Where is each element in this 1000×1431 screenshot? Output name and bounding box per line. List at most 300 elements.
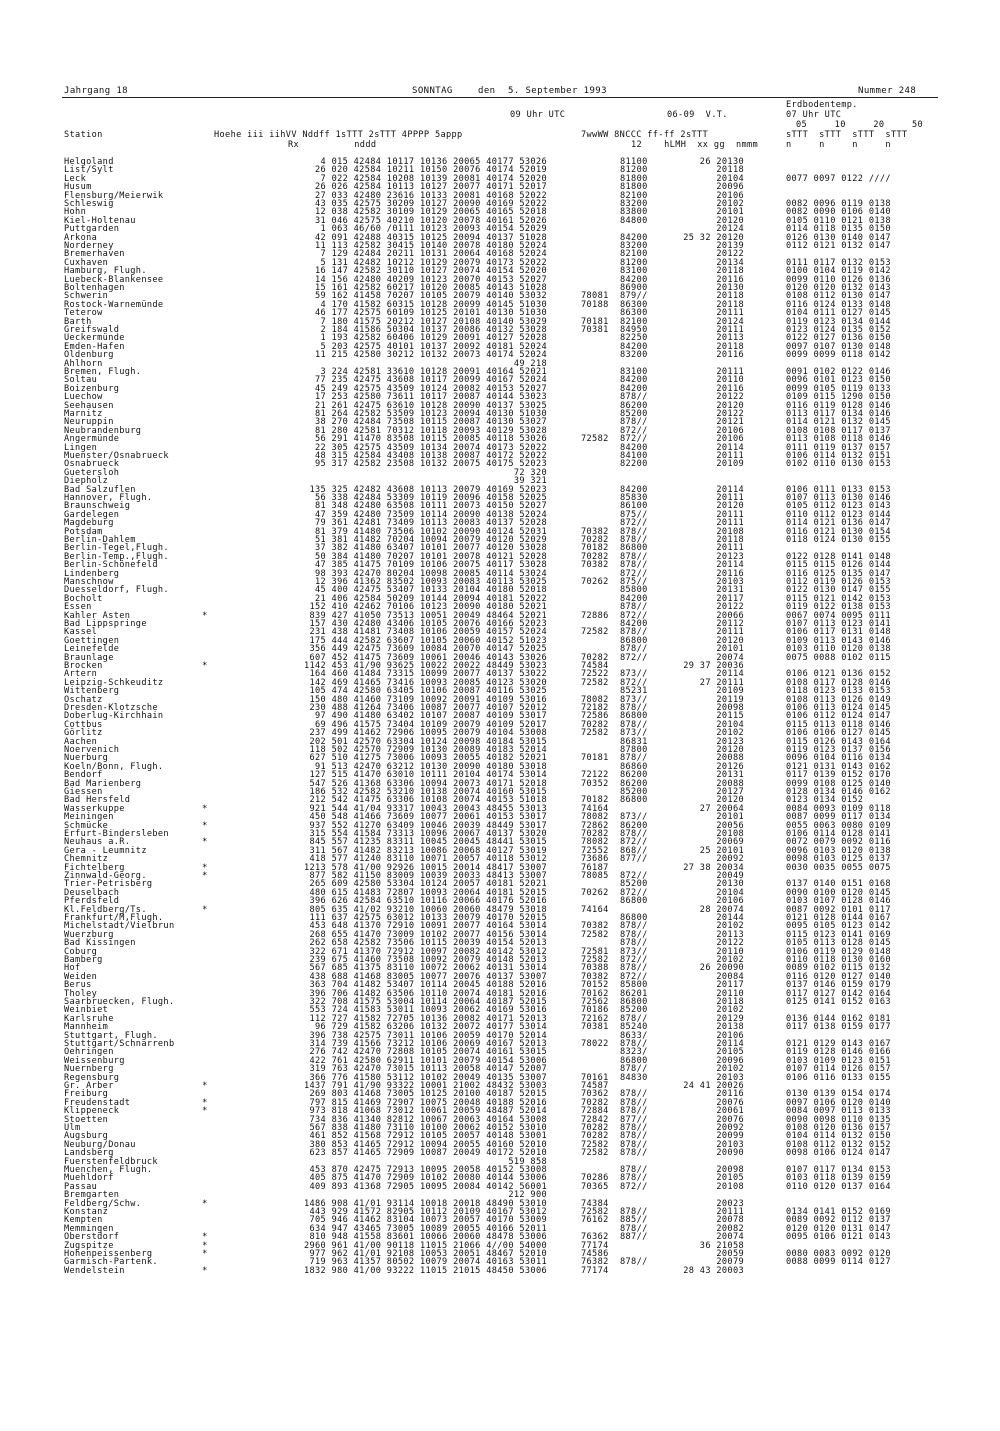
- precip-group: 20101: [716, 644, 744, 655]
- cloud-group: 872//: [620, 652, 648, 663]
- soil-temps: 0115 0115 0126 0144: [786, 560, 891, 571]
- synop-groups: 1213 578 41/00 92926 10015 20014 48417 53007: [303, 862, 547, 873]
- synop-groups: 453 648 41370 72910 10091 20077 40164 53014: [309, 921, 547, 932]
- soil-temps: 0115 0113 0118 0146: [786, 719, 891, 730]
- station-name: Leinefelde: [64, 644, 120, 655]
- soil-temps: 0099 0099 0118 0142: [786, 350, 891, 361]
- precip-group: 20114: [716, 669, 744, 680]
- cloud-group: 84200: [620, 375, 648, 386]
- cloud-group: 878//: [620, 644, 648, 655]
- station-name: Berlin-Dahlem: [64, 535, 136, 545]
- weather-group: 72582: [581, 1148, 609, 1159]
- station-name: Flensburg/Meierwik: [64, 190, 164, 201]
- precip-group: 20120: [716, 215, 744, 226]
- station-name: Oehringen: [64, 1047, 114, 1058]
- soil-temps: 0119 0123 0134 0144: [786, 316, 891, 327]
- cloud-group: 81100: [620, 157, 648, 167]
- station-name: Bad Marienberg: [64, 778, 142, 789]
- soil-temp-title: Erdbodentemp.: [786, 100, 858, 110]
- mountain-marker: *: [202, 871, 208, 881]
- synop-groups: 237 499 41462 72906 10095 20079 40104 53008: [309, 728, 547, 739]
- station-name: Bremgarten: [64, 1190, 120, 1201]
- station-name: Guetersloh: [64, 467, 120, 478]
- cloud-group: 83100: [620, 367, 648, 377]
- station-name: Fuerstenfeldbruck: [64, 1156, 158, 1167]
- soil-temps: 0137 0146 0159 0179: [786, 980, 891, 991]
- station-name: Muehldorf: [64, 1173, 114, 1184]
- synop-groups: 11 113 42582 30415 10140 20078 40180 52024: [314, 241, 547, 251]
- precip-group: 20079: [716, 1257, 744, 1268]
- synop-groups: 1142 453 41/90 93625 10022 20022 48449 53023: [303, 661, 547, 671]
- cloud-group: 873//: [620, 728, 648, 739]
- cloud-group: 84200: [620, 593, 648, 604]
- soil-temps: 0120 0120 0132 0143: [786, 283, 891, 293]
- weather-group: 70282: [581, 1097, 609, 1108]
- station-name: Oldenburg: [64, 350, 114, 361]
- soil-temps: 0115 0126 0143 0164: [786, 736, 891, 747]
- weather-group: 74384: [581, 1198, 609, 1209]
- cloud-group: 878//: [620, 1039, 648, 1049]
- cloud-group: 86800: [620, 913, 648, 923]
- synop-groups: 977 962 41/01 92108 10053 20051 48467 52010: [309, 1249, 547, 1259]
- synop-groups: 705 946 41462 83104 10073 20057 40170 53009: [309, 1215, 547, 1226]
- weather-group: 70282: [581, 1131, 609, 1142]
- cloud-group: 872//: [620, 871, 648, 881]
- weather-group: 70282: [581, 652, 609, 663]
- cloud-group: 878//: [620, 1173, 648, 1184]
- precip-group: 20130: [716, 879, 744, 890]
- soil-temps: 0106 0119 0129 0148: [786, 946, 891, 957]
- synop-groups: 27 033 42480 23616 10133 20081 40168 52022: [314, 190, 547, 201]
- precip-group: 20127: [716, 787, 744, 797]
- station-name: Wittenberg: [64, 686, 120, 697]
- synop-groups: 607 452 41475 73609 10061 20046 40143 53026: [309, 652, 547, 663]
- cloud-group: 878//: [620, 1165, 648, 1175]
- cloud-group: 86800: [620, 711, 648, 722]
- precip-group: 20131: [716, 770, 744, 781]
- soil-temps: 0110 0112 0123 0144: [786, 509, 891, 520]
- precip-group: 25 32 20120: [683, 232, 744, 243]
- weather-group: 70286: [581, 1173, 609, 1184]
- synop-groups: 212 542 41475 63306 10108 20074 40153 51018: [309, 795, 547, 806]
- weather-group: 78082: [581, 837, 609, 848]
- soil-temps: 0136 0144 0162 0181: [786, 1013, 891, 1024]
- soil-temps: 0108 0112 0132 0152: [786, 1139, 891, 1150]
- precip-group: 20130: [716, 283, 744, 293]
- precip-group: 20114: [716, 442, 744, 453]
- cloud-group: 85800: [620, 585, 648, 596]
- soil-temps: 0116 0121 0130 0154: [786, 526, 891, 537]
- weather-group: 70188: [581, 299, 609, 310]
- station-name: Oberstdorf: [64, 1232, 120, 1243]
- date-label: 5. September 1993: [508, 86, 607, 96]
- station-name: Oschatz: [64, 694, 103, 705]
- station-name: Wasserkuppe: [64, 803, 125, 814]
- precip-group: 20049: [716, 871, 744, 881]
- station-name: Artern: [64, 669, 98, 680]
- cloud-group: 86800: [620, 997, 648, 1007]
- weather-group: 70382: [581, 560, 609, 571]
- soil-temps: 0080 0083 0092 0120: [786, 1249, 891, 1259]
- station-name: Greifswald: [64, 325, 120, 335]
- soil-temps: 0112 0119 0126 0153: [786, 577, 891, 587]
- weather-group: 72582: [581, 1139, 609, 1150]
- precip-group: 20103: [716, 1072, 744, 1083]
- station-name: Osnabrueck: [64, 459, 120, 470]
- synop-groups: 877 582 41150 83009 10039 20033 48413 53007: [309, 871, 547, 881]
- soil-temps: 0103 0109 0123 0151: [786, 1055, 891, 1066]
- cloud-group: 86800: [620, 635, 648, 646]
- synop-groups: 81 264 42582 53509 10123 20094 40130 51030: [314, 409, 547, 419]
- mountain-marker: *: [202, 1240, 208, 1251]
- synop-groups: 81 379 41480 73506 10102 20090 40124 52031: [314, 526, 547, 537]
- soil-temps: 0103 0118 0139 0159: [786, 1173, 891, 1184]
- cloud-group: 878//: [620, 1106, 648, 1117]
- synop-groups: 547 526 41368 63306 10094 20073 40171 52018: [309, 778, 547, 789]
- cloud-group: 84950: [620, 325, 648, 335]
- station-name: Doberlug-Kirchhain: [64, 711, 164, 722]
- soil-temps: 0111 0117 0132 0153: [786, 257, 891, 268]
- synop-groups: 322 671 41370 72912 10097 20082 40142 53012: [309, 946, 547, 957]
- station-name: Berlin-Tegel,Flugh.: [64, 543, 169, 554]
- station-name: Garmisch-Partenk.: [64, 1257, 158, 1268]
- synop-groups: 480 615 41483 72807 10093 20064 40181 52015: [309, 887, 547, 898]
- cloud-group: 872//: [620, 518, 648, 529]
- mountain-marker: *: [202, 1097, 208, 1108]
- weather-group: 70382: [581, 526, 609, 537]
- precip-group: 20120: [716, 501, 744, 512]
- station-name: Schmücke: [64, 820, 109, 831]
- soil-temps: 0106 0114 0132 0151: [786, 451, 891, 461]
- station-name: Bremerhaven: [64, 249, 125, 260]
- precip-group: 20084: [716, 971, 744, 982]
- station-name: Kahler Asten: [64, 610, 131, 621]
- precip-group: 20088: [716, 753, 744, 764]
- cloud-group: 82100: [620, 316, 648, 327]
- precip-group: 20111: [716, 1207, 744, 1217]
- precip-group: 20138: [716, 1022, 744, 1033]
- synop-groups: 98 393 42470 80204 10098 20085 40114 53024: [314, 568, 547, 579]
- precip-group: 20109: [716, 459, 744, 470]
- precip-group: 20118: [716, 299, 744, 310]
- precip-group: 20096: [716, 182, 744, 193]
- mountain-marker: *: [202, 1106, 208, 1117]
- station-name: Emden-Hafen: [64, 341, 125, 352]
- synop-groups: 973 818 41068 73012 10061 20059 48487 52014: [309, 1106, 547, 1117]
- synop-groups: 937 552 41270 63409 10046 20039 48449 53017: [309, 820, 547, 831]
- synop-groups: 409 893 41368 72905 10095 20084 40142 56001: [309, 1181, 547, 1192]
- precip-group: 20066: [716, 610, 744, 621]
- cloud-group: 86201: [620, 988, 648, 999]
- cloud-group: 85231: [620, 686, 648, 697]
- cloud-group: 81800: [620, 182, 648, 193]
- synop-groups: 56 291 41470 83508 10115 20085 40118 53026: [314, 434, 547, 445]
- synop-groups: 50 384 41480 70207 10101 20078 40121 52028: [314, 551, 547, 562]
- cloud-group: 877//: [620, 854, 648, 865]
- cloud-group: 8323/: [620, 1047, 648, 1058]
- synop-groups: 21 406 42584 50209 10144 20094 40181 52022: [314, 593, 547, 604]
- precip-group: 20101: [716, 207, 744, 218]
- soil-temps: 0108 0120 0136 0157: [786, 1123, 891, 1133]
- mountain-marker: *: [202, 837, 208, 848]
- soil-temps: 0105 0110 0121 0138: [786, 215, 891, 226]
- station-name: Hohenpeissenberg: [64, 1249, 153, 1259]
- station-name: Schwerin: [64, 291, 109, 302]
- precip-group: 20098: [716, 1165, 744, 1175]
- cloud-group: 872//: [620, 568, 648, 579]
- soil-temps: 0067 0074 0095 0111: [786, 610, 891, 621]
- synop-groups: 3 224 42581 33610 10128 20091 40164 52021: [320, 367, 547, 377]
- header-rule: [62, 97, 938, 98]
- cloud-group: 86800: [620, 896, 648, 907]
- synop-groups: 5 203 42575 40101 10137 20092 40181 52024: [320, 341, 547, 352]
- cloud-group: 81200: [620, 257, 648, 268]
- cloud-group: 8633/: [620, 1030, 648, 1041]
- station-name: Gardelegen: [64, 509, 120, 520]
- weather-group: 70161: [581, 1072, 609, 1083]
- station-name: Boltenhagen: [64, 283, 125, 293]
- station-name: Zinnwald-Georg.: [64, 871, 147, 881]
- station-name: Memmingen: [64, 1223, 114, 1234]
- weather-group: 78082: [581, 694, 609, 705]
- cloud-group: 86800: [620, 1055, 648, 1066]
- precip-group: 20088: [716, 778, 744, 789]
- precip-group: 20109: [716, 686, 744, 697]
- synop-groups: 1486 908 41/01 93114 10018 20018 48490 53010: [303, 1198, 547, 1209]
- soil-temps: 0103 0110 0120 0138: [786, 644, 891, 655]
- synop-groups: 12 396 41362 83502 10093 20083 40113 53025: [314, 577, 547, 587]
- soil-temps: 0117 0139 0152 0170: [786, 770, 891, 781]
- precip-group: 27 20064: [699, 803, 744, 814]
- cloud-group: 873//: [620, 946, 648, 957]
- soil-temps: 0055 0063 0080 0109: [786, 820, 891, 831]
- station-name: Seehausen: [64, 400, 114, 411]
- station-name: Duesseldorf, Flugh.: [64, 585, 169, 596]
- station-name: Bocholt: [64, 593, 103, 604]
- weather-group: 72162: [581, 1013, 609, 1024]
- synop-groups: 461 852 41568 72912 10105 20057 40148 53001: [309, 1131, 547, 1142]
- cloud-group: 84200: [620, 442, 648, 453]
- weather-group: 76382: [581, 1257, 609, 1268]
- synop-groups: 231 438 41481 73408 10106 20059 40157 52024: [309, 627, 547, 638]
- soil-temps: 0121 0131 0143 0162: [786, 761, 891, 772]
- cloud-group: 878//: [620, 602, 648, 613]
- station-name: Kiel-Holtenau: [64, 215, 136, 226]
- station-name: Braunschweig: [64, 501, 131, 512]
- cloud-group: 878//: [620, 1064, 648, 1075]
- soil-temps: 0113 0117 0134 0146: [786, 409, 891, 419]
- soil-temps: 0096 0101 0123 0150: [786, 375, 891, 386]
- synop-groups: 38 270 42484 73508 10115 20087 40130 53027: [314, 417, 547, 428]
- precip-group: 20139: [716, 241, 744, 251]
- synop-groups: 1832 980 41/00 93222 11015 21015 48450 53006: [303, 1265, 547, 1276]
- weather-group: 70352: [581, 778, 609, 789]
- station-name: Arkona: [64, 232, 98, 243]
- soil-temps: 0108 0117 0128 0146: [786, 677, 891, 688]
- precip-group: 20122: [716, 249, 744, 260]
- weather-group: 70162: [581, 988, 609, 999]
- precip-group: 20106: [716, 190, 744, 201]
- soil-temps: 0118 0124 0130 0155: [786, 535, 891, 545]
- precip-group: 27 20111: [699, 677, 744, 688]
- precip-group: 20116: [716, 568, 744, 579]
- weather-group: 77174: [581, 1265, 609, 1276]
- precip-group: 20120: [716, 635, 744, 646]
- group-codes-subheader: Rx nddd: [288, 140, 377, 150]
- precip-group: 20102: [716, 1005, 744, 1016]
- precip-group: 20118: [716, 291, 744, 302]
- cloud-group: 85800: [620, 980, 648, 991]
- station-name: Lindenberg: [64, 568, 120, 579]
- cloud-group: 83200: [620, 241, 648, 251]
- station-name: Hamburg, Flugh.: [64, 266, 147, 277]
- weather-group: 70152: [581, 980, 609, 991]
- station-column-header: Station: [64, 130, 103, 140]
- precip-group: 20111: [716, 325, 744, 335]
- synop-groups: 805 635 41/02 93210 10060 20060 48479 53018: [309, 904, 547, 915]
- synop-groups: 839 427 41050 73513 10051 20049 48464 52021: [309, 610, 547, 621]
- weather-group: 70362: [581, 1089, 609, 1100]
- weather-group: 76162: [581, 1215, 609, 1226]
- station-name: Noervenich: [64, 745, 120, 755]
- station-name: Konstanz: [64, 1207, 109, 1217]
- mountain-marker: *: [202, 610, 208, 621]
- precip-group: 20118: [716, 266, 744, 277]
- weather-group: 77174: [581, 1240, 609, 1251]
- synop-groups: 567 685 41375 83110 10072 20062 40131 53014: [309, 963, 547, 974]
- cloud-group: 85200: [620, 879, 648, 890]
- soil-temps: 0103 0107 0128 0146: [786, 896, 891, 907]
- soil-temps: 0100 0104 0119 0142: [786, 266, 891, 277]
- soil-temps: 0119 0128 0146 0166: [786, 1047, 891, 1058]
- station-name: Stuttgart/Schnarrenb: [64, 1039, 175, 1049]
- mountain-marker: *: [202, 1081, 208, 1091]
- soil-temps: 0108 0113 0126 0149: [786, 694, 891, 705]
- synop-groups: 634 947 43465 73005 10089 20055 40166 52011: [309, 1223, 547, 1234]
- weather-group: 70182: [581, 795, 609, 806]
- precip-group: 20111: [716, 451, 744, 461]
- cloud-group: 84830: [620, 1072, 648, 1083]
- cloud-group: 82100: [620, 249, 648, 260]
- station-name: Wendelstein: [64, 1265, 125, 1276]
- station-name: Braunlage: [64, 652, 114, 663]
- station-name: Koeln/Bonn, Flugh.: [64, 761, 164, 772]
- cloud-group: 81200: [620, 165, 648, 176]
- cloud-group: 86100: [620, 501, 648, 512]
- mountain-marker: *: [202, 803, 208, 814]
- station-name: Manschnow: [64, 577, 114, 587]
- precip-group: 20096: [716, 1055, 744, 1066]
- synop-groups: 438 688 41468 83005 10077 20076 40137 53007: [309, 971, 547, 982]
- synop-groups: 921 544 41/04 93317 10043 20043 48455 53013: [309, 803, 547, 814]
- station-name: Hohn: [64, 207, 87, 218]
- synop-groups: 81 348 42480 63508 10111 20073 40150 52027: [314, 501, 547, 512]
- cloud-group: 85240: [620, 1022, 648, 1033]
- synop-groups: 97 490 41480 63402 10107 20087 40109 53017: [314, 711, 547, 722]
- cloud-group: 878//: [620, 1207, 648, 1217]
- station-name: Augsburg: [64, 1131, 109, 1142]
- synop-groups: 77 235 42475 43608 10117 20099 40167 52024: [314, 375, 547, 386]
- cloud-group: 84200: [620, 484, 648, 495]
- station-name: Bremen, Flugh.: [64, 367, 142, 377]
- weather-group: 70262: [581, 887, 609, 898]
- precip-group: 20110: [716, 946, 744, 957]
- soil-temps: 0121 0129 0143 0167: [786, 1039, 891, 1049]
- weather-group: 76362: [581, 1232, 609, 1243]
- synop-groups: 519 858: [508, 1156, 547, 1167]
- station-name: Ahlhorn: [64, 358, 103, 369]
- precip-group: 20082: [716, 1223, 744, 1234]
- soil-temps: 0104 0111 0127 0145: [786, 308, 891, 319]
- soil-temps: 0082 0096 0119 0138: [786, 199, 891, 209]
- precip-group: 20102: [716, 1064, 744, 1075]
- station-name: Karlsruhe: [64, 1013, 114, 1024]
- cloud-group: 878//: [620, 938, 648, 949]
- soil-temps: 0106 0113 0124 0145: [786, 703, 891, 713]
- precip-group: 20120: [716, 745, 744, 755]
- soil-temps: 0123 0134 0152: [786, 795, 864, 806]
- soil-temps: 0116 0124 0133 0148: [786, 299, 891, 310]
- soil-temps: 0123 0124 0135 0152: [786, 325, 891, 335]
- cloud-group: 878//: [620, 1013, 648, 1024]
- station-name: Bad Salzuflen: [64, 484, 136, 495]
- station-name: Aachen: [64, 736, 98, 747]
- soil-temps: 0102 0110 0130 0153: [786, 459, 891, 470]
- synop-groups: 319 763 42470 73015 10113 20058 40147 52007: [309, 1064, 547, 1075]
- soil-temps: 0134 0141 0152 0169: [786, 1207, 891, 1217]
- soil-depth-codes: sTTT sTTT sTTT sTTT: [786, 130, 908, 140]
- precip-group: 20116: [716, 1089, 744, 1100]
- station-name: Kassel: [64, 627, 98, 638]
- synop-groups: 79 361 42481 73409 10113 20083 40137 52028: [314, 518, 547, 529]
- soil-temps: 0128 0134 0146 0162: [786, 787, 891, 797]
- precip-group: 20114: [716, 1039, 744, 1049]
- cloud-group: 84200: [620, 232, 648, 243]
- synop-groups: 26 026 42584 10113 10127 20077 40171 52017: [314, 182, 547, 193]
- cloud-group: 83200: [620, 199, 648, 209]
- station-name: Nuerburg: [64, 753, 109, 764]
- synop-groups: 157 430 42480 43406 10105 20076 40166 52023: [309, 619, 547, 629]
- cloud-group: 878//: [620, 627, 648, 638]
- cloud-group: 84200: [620, 274, 648, 285]
- cloud-group: 872//: [620, 434, 648, 445]
- station-name: Frankfurt/M,Flugh.: [64, 913, 164, 923]
- cloud-group: 86200: [620, 400, 648, 411]
- precip-group: 20118: [716, 341, 744, 352]
- weather-group: 72562: [581, 997, 609, 1007]
- weather-group: 74164: [581, 803, 609, 814]
- station-name: List/Sylt: [64, 165, 114, 176]
- weather-group: 72582: [581, 627, 609, 638]
- synop-groups: 112 727 41582 72705 10136 20082 40171 52013: [309, 1013, 547, 1024]
- station-name: Brocken: [64, 661, 103, 671]
- soil-temps: 0106 0117 0131 0148: [786, 627, 891, 638]
- soil-temps: 0106 0106 0127 0145: [786, 728, 891, 739]
- soil-temps: 0125 0141 0152 0163: [786, 997, 891, 1007]
- soil-temps: 0098 0106 0124 0147: [786, 1148, 891, 1159]
- station-name: Marnitz: [64, 409, 103, 419]
- synop-groups: 48 315 42584 43408 10138 20087 40172 52022: [314, 451, 547, 461]
- mountain-marker: *: [202, 1232, 208, 1243]
- cloud-group: 85200: [620, 787, 648, 797]
- precip-group: 20074: [716, 1232, 744, 1243]
- synop-groups: 396 626 42584 63510 10116 20066 40176 52016: [309, 896, 547, 907]
- synop-groups: 268 655 41470 73009 10102 20077 40156 53014: [309, 929, 547, 940]
- cloud-group: 885//: [620, 1215, 648, 1226]
- synop-groups: 443 929 41572 82905 10112 20109 40167 53012: [309, 1207, 547, 1217]
- precip-group: 20061: [716, 1106, 744, 1117]
- soil-temps: 0107 0117 0134 0153: [786, 1165, 891, 1175]
